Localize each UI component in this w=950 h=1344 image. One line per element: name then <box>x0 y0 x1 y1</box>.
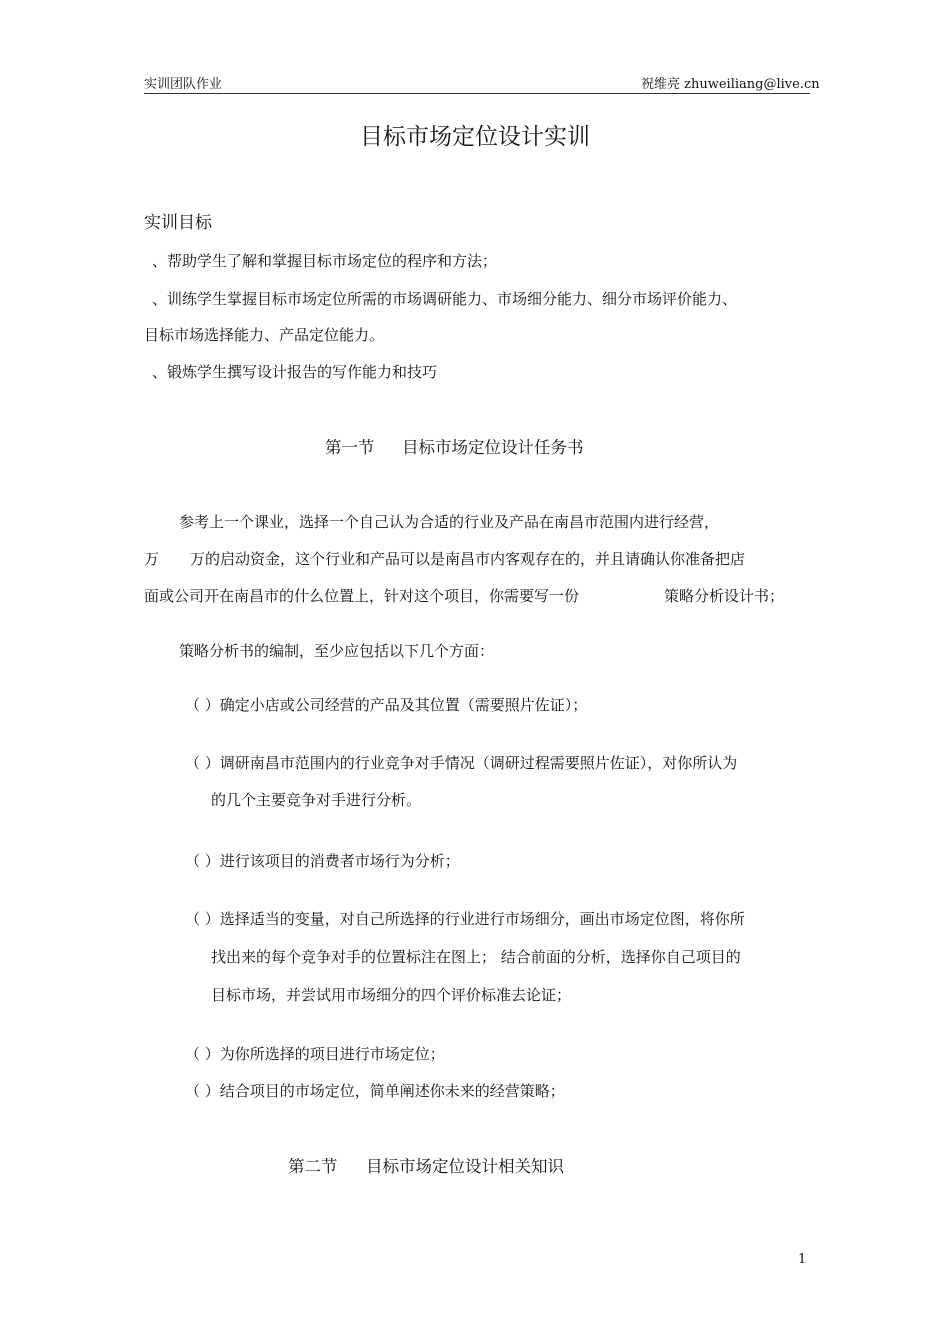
intro-line-end: 策略分析设计书； <box>664 587 785 605</box>
task-item: （ ）选择适当的变量，对自己所选择的行业进行市场细分，画出市场定位图，将你所 <box>185 910 745 928</box>
header-left: 实训团队作业 <box>144 77 223 92</box>
task-item-continued: 找出来的每个竞争对手的位置标注在图上； 结合前面的分析，选择你自己项目的 <box>211 948 741 966</box>
task-item: （ ）结合项目的市场定位，简单阐述你未来的经营策略； <box>185 1082 565 1100</box>
goal-item-continued: 目标市场选择能力、产品定位能力。 <box>144 326 385 344</box>
task-item: （ ）确定小店或公司经营的产品及其位置（需要照片佐证）； <box>185 696 588 714</box>
intro-line: 万的启动资金，这个行业和产品可以是南昌市内客观存在的，并且请确认你准备把店 <box>190 550 746 568</box>
page-number: 1 <box>798 1252 807 1267</box>
goals-heading: 实训目标 <box>144 213 212 233</box>
intro-line: 参考上一个课业，选择一个自己认为合适的行业及产品在南昌市范围内进行经营， <box>179 513 720 531</box>
task-item-continued: 目标市场，并尝试用市场细分的四个评价标准去论证； <box>211 986 572 1004</box>
task-item: （ ）调研南昌市范围内的行业竞争对手情况（调研过程需要照片佐证），对你所认为 <box>185 754 738 772</box>
section2-title: 目标市场定位设计相关知识 <box>366 1157 564 1176</box>
section1-title: 目标市场定位设计任务书 <box>402 438 584 457</box>
goal-item: 、训练学生掌握目标市场定位所需的市场调研能力、市场细分能力、细分市场评价能力、 <box>152 290 738 308</box>
intro-line: 面或公司开在南昌市的什么位置上，针对这个项目，你需要写一份 <box>144 587 580 605</box>
task-item: （ ）为你所选择的项目进行市场定位； <box>185 1045 445 1063</box>
task-item: （ ）进行该项目的消费者市场行为分析； <box>185 852 460 870</box>
header-right: 祝维亮 zhuweiliang@live.cn <box>641 77 820 92</box>
header-rule <box>144 93 810 94</box>
section1-number: 第一节 <box>325 438 375 457</box>
goal-item: 、帮助学生了解和掌握目标市场定位的程序和方法； <box>152 252 498 270</box>
document-title: 目标市场定位设计实训 <box>360 124 590 150</box>
task-item-continued: 的几个主要竞争对手进行分析。 <box>211 791 422 809</box>
lead-text: 策略分析书的编制，至少应包括以下几个方面： <box>179 642 495 660</box>
goal-item: 、锻炼学生撰写设计报告的写作能力和技巧 <box>152 363 438 381</box>
intro-amount: 万 <box>144 550 160 568</box>
section2-number: 第二节 <box>288 1157 338 1176</box>
